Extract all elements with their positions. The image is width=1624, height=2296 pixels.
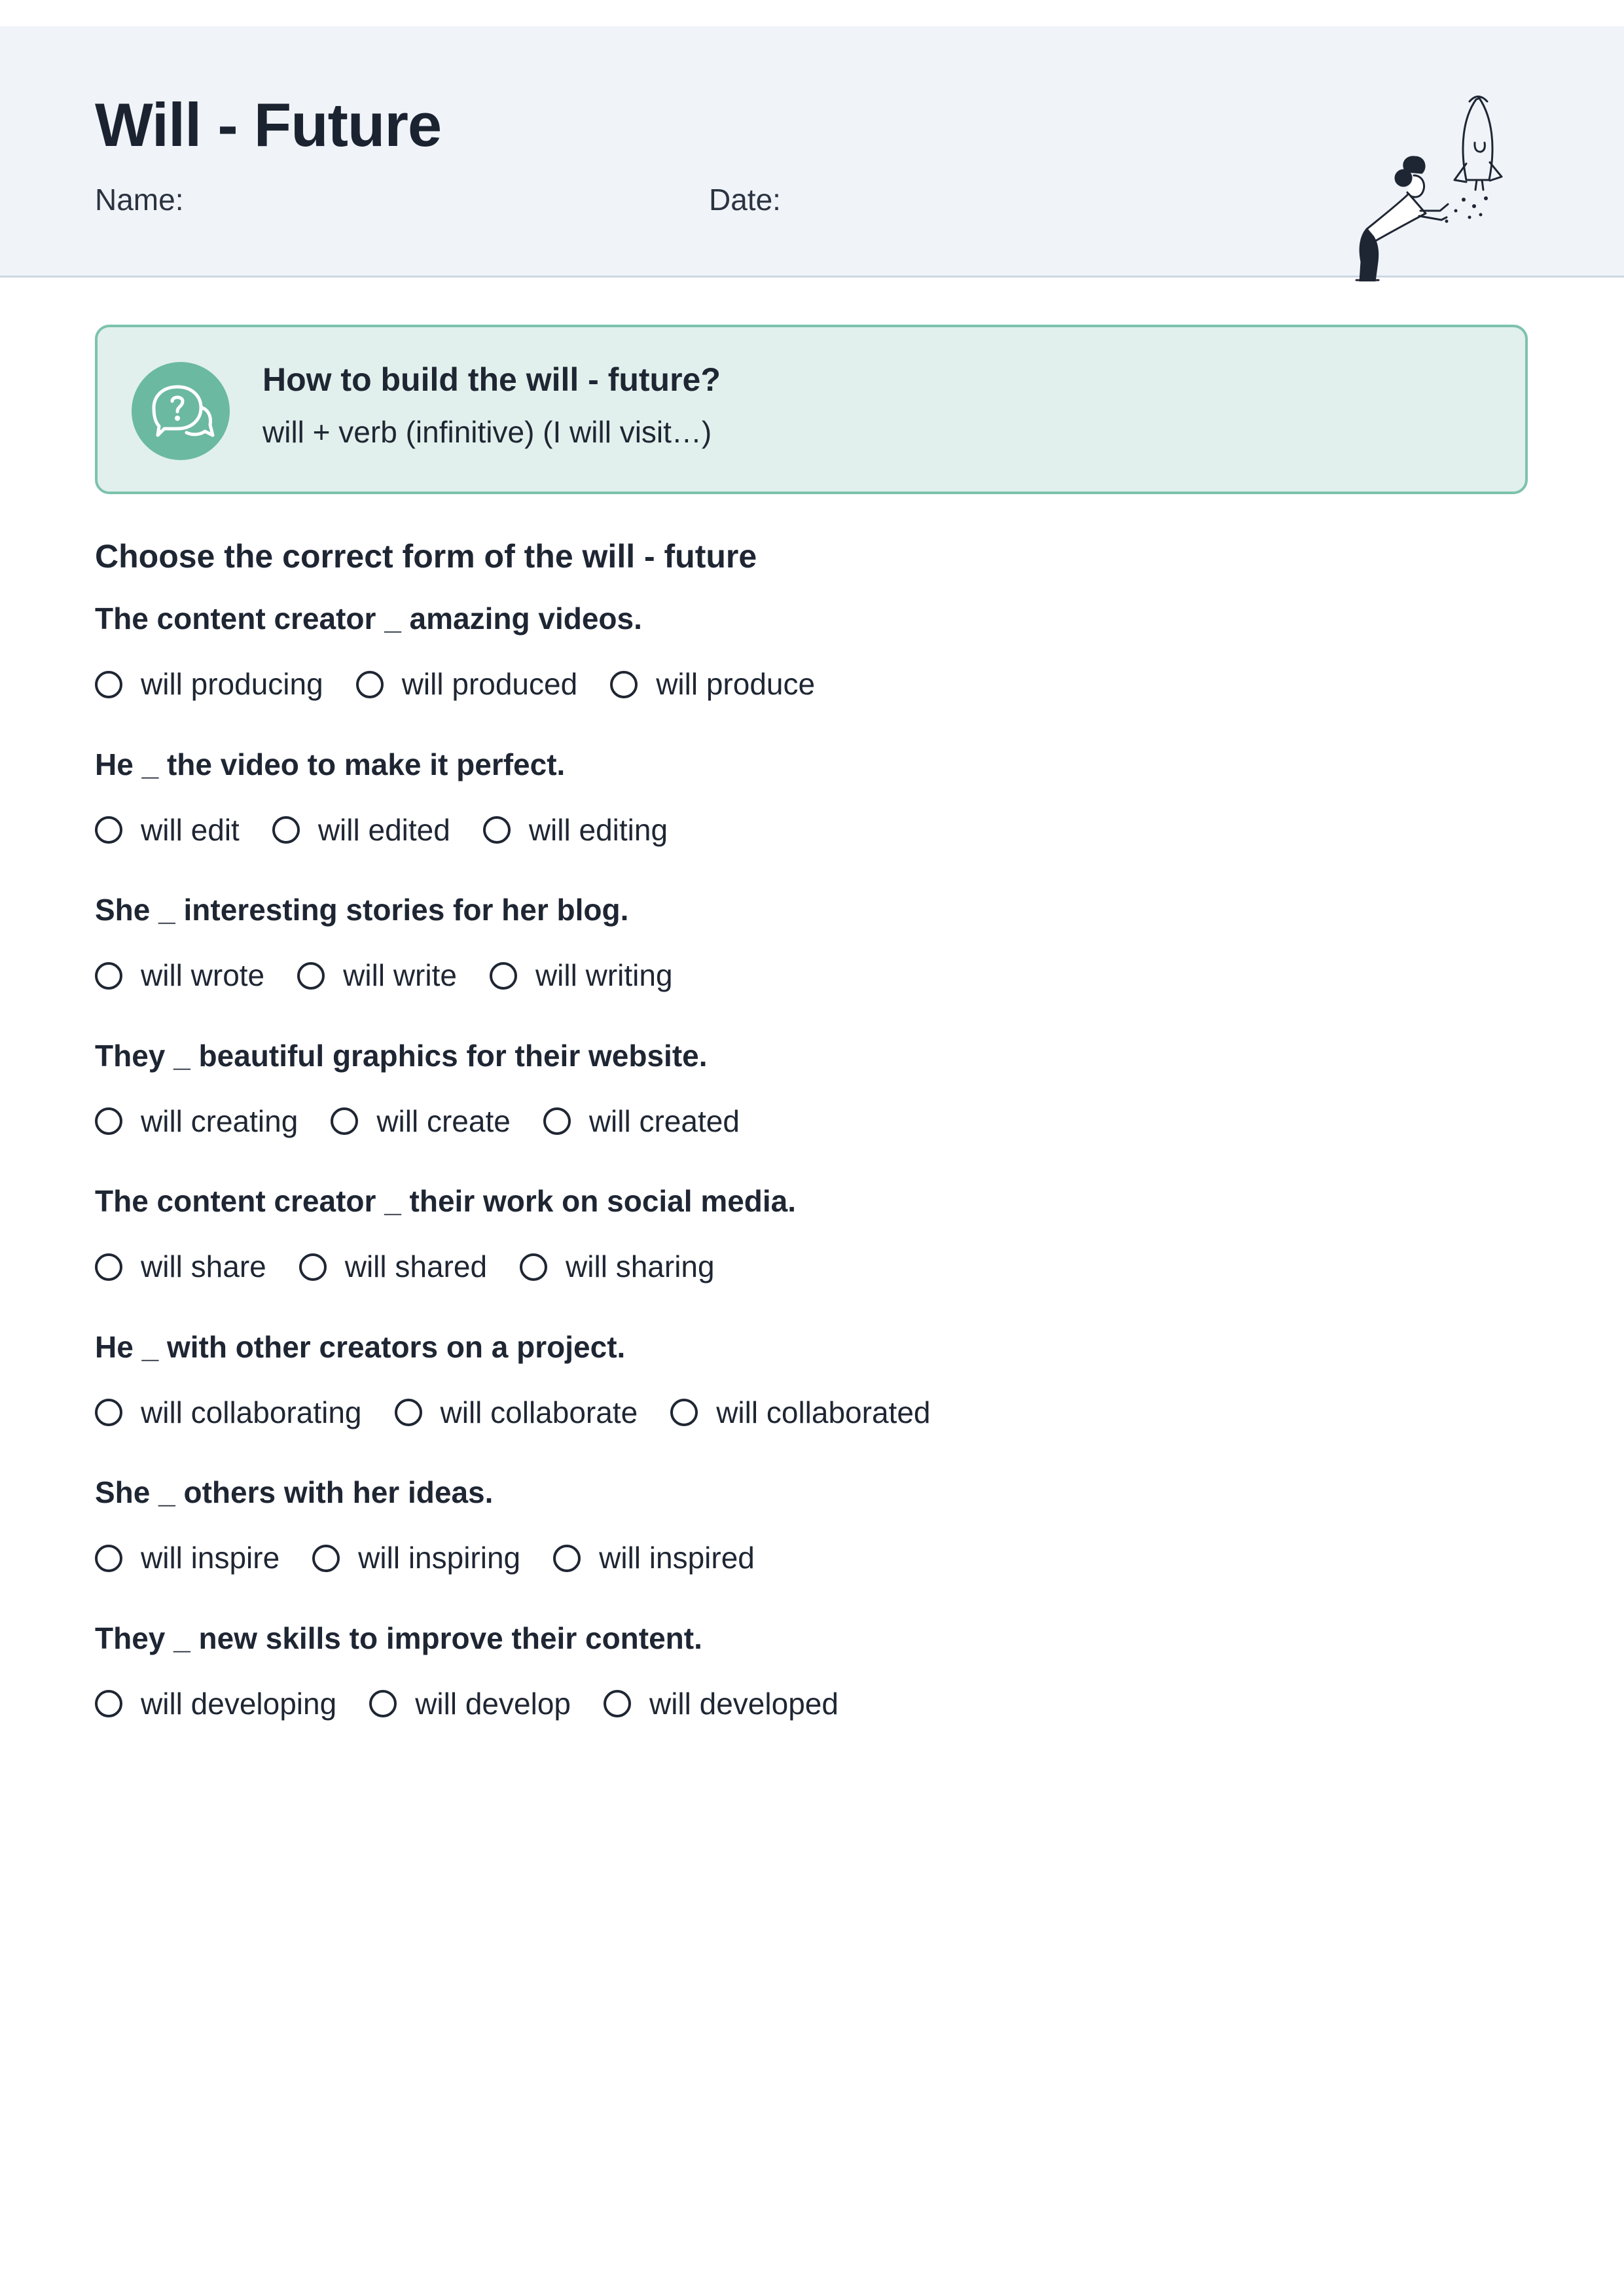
option-label: will collaborated	[716, 1395, 931, 1429]
option-label: will wrote	[141, 958, 265, 992]
answer-option[interactable]	[553, 1540, 755, 1576]
question-text: She _ interesting stories for her blog.	[95, 893, 629, 927]
question-chat-icon	[132, 362, 230, 460]
radio-button[interactable]	[299, 1253, 327, 1281]
answer-option[interactable]	[610, 666, 815, 702]
answer-option[interactable]	[95, 958, 264, 994]
answer-option[interactable]	[543, 1103, 740, 1139]
answer-options	[95, 958, 706, 994]
option-label: will inspired	[599, 1541, 755, 1575]
question-item	[95, 892, 1528, 1038]
worksheet-header	[0, 26, 1624, 278]
answer-option[interactable]	[297, 958, 457, 994]
answer-options	[95, 1249, 748, 1285]
option-label: will creating	[141, 1103, 298, 1138]
radio-button[interactable]	[520, 1253, 547, 1281]
option-label: will create	[376, 1103, 511, 1138]
radio-button[interactable]	[297, 962, 325, 990]
question-item	[95, 601, 1528, 747]
tip-formula: will + verb (infinitive) (I will visit…)	[262, 415, 712, 449]
question-text: He _ with other creators on a project.	[95, 1329, 626, 1364]
answer-option[interactable]	[312, 1540, 520, 1576]
question-item	[95, 1329, 1528, 1475]
radio-button[interactable]	[543, 1107, 571, 1135]
radio-button[interactable]	[95, 962, 122, 990]
radio-button[interactable]	[356, 671, 384, 698]
date-field-label: Date:	[709, 183, 781, 217]
radio-button[interactable]	[610, 671, 638, 698]
answer-option[interactable]	[95, 1103, 298, 1139]
name-field-label: Name:	[95, 183, 184, 217]
answer-options	[95, 1395, 963, 1431]
answer-option[interactable]	[604, 1686, 839, 1722]
radio-button[interactable]	[490, 962, 517, 990]
radio-button[interactable]	[95, 1253, 122, 1281]
radio-button[interactable]	[331, 1107, 358, 1135]
answer-option[interactable]	[299, 1249, 487, 1285]
option-label: will produce	[656, 667, 816, 701]
answer-option[interactable]	[369, 1686, 571, 1722]
tip-heading: How to build the will - future?	[262, 361, 721, 398]
answer-option[interactable]	[95, 1686, 336, 1722]
grammar-tip-box	[95, 325, 1528, 494]
option-label: will writing	[535, 958, 673, 992]
radio-button[interactable]	[670, 1399, 698, 1426]
option-label: will developed	[649, 1686, 839, 1721]
answer-option[interactable]	[331, 1103, 511, 1139]
answer-option[interactable]	[95, 666, 323, 702]
option-label: will inspiring	[358, 1541, 521, 1575]
radio-button[interactable]	[369, 1690, 397, 1717]
question-text: He _ the video to make it perfect.	[95, 747, 566, 781]
answer-option[interactable]	[95, 1249, 266, 1285]
question-item	[95, 747, 1528, 893]
option-label: will write	[343, 958, 457, 992]
answer-option[interactable]	[95, 1395, 362, 1431]
radio-button[interactable]	[95, 1399, 122, 1426]
option-label: will created	[588, 1103, 740, 1138]
question-text: They _ new skills to improve their content.	[95, 1621, 702, 1655]
radio-button[interactable]	[604, 1690, 631, 1717]
radio-button[interactable]	[95, 816, 122, 844]
option-label: will developing	[141, 1686, 337, 1721]
option-label: will edit	[141, 812, 240, 847]
answer-option[interactable]	[95, 812, 240, 848]
option-label: will editing	[528, 812, 668, 847]
radio-button[interactable]	[95, 1107, 122, 1135]
radio-button[interactable]	[95, 671, 122, 698]
option-label: will collaborating	[141, 1395, 362, 1429]
radio-button[interactable]	[553, 1545, 581, 1572]
radio-button[interactable]	[395, 1399, 422, 1426]
answer-option[interactable]	[272, 812, 450, 848]
exercise-instruction: Choose the correct form of the will - future	[95, 538, 757, 575]
answer-option[interactable]	[95, 1540, 280, 1576]
radio-button[interactable]	[95, 1690, 122, 1717]
option-label: will produced	[401, 667, 578, 701]
question-item	[95, 1621, 1528, 1767]
answer-options	[95, 1686, 871, 1722]
answer-options	[95, 812, 700, 848]
answer-option[interactable]	[490, 958, 673, 994]
answer-options	[95, 1540, 787, 1576]
option-label: will producing	[141, 667, 323, 701]
question-text: The content creator _ amazing videos.	[95, 601, 642, 636]
option-label: will sharing	[566, 1249, 715, 1283]
rocket-launch-illustration-icon	[1335, 65, 1519, 281]
answer-option[interactable]	[356, 666, 577, 702]
radio-button[interactable]	[483, 816, 511, 844]
question-item	[95, 1038, 1528, 1184]
question-text: The content creator _ their work on social media.	[95, 1184, 797, 1218]
option-label: will collaborate	[440, 1395, 638, 1429]
radio-button[interactable]	[312, 1545, 340, 1572]
question-text: They _ beautiful graphics for their website.	[95, 1038, 708, 1073]
answer-options	[95, 1103, 772, 1139]
option-label: will shared	[344, 1249, 488, 1283]
option-label: will share	[141, 1249, 266, 1283]
radio-button[interactable]	[272, 816, 300, 844]
question-list	[95, 601, 1528, 1766]
answer-option[interactable]	[483, 812, 668, 848]
option-label: will inspire	[141, 1541, 280, 1575]
question-item	[95, 1183, 1528, 1329]
page-title: Will - Future	[95, 90, 442, 159]
question-text: She _ others with her ideas.	[95, 1475, 494, 1509]
question-item	[95, 1475, 1528, 1621]
option-label: will edited	[317, 812, 450, 847]
answer-option[interactable]	[670, 1395, 930, 1431]
option-label: will develop	[415, 1686, 571, 1721]
radio-button[interactable]	[95, 1545, 122, 1572]
answer-option[interactable]	[395, 1395, 638, 1431]
answer-option[interactable]	[520, 1249, 715, 1285]
answer-options	[95, 666, 848, 702]
